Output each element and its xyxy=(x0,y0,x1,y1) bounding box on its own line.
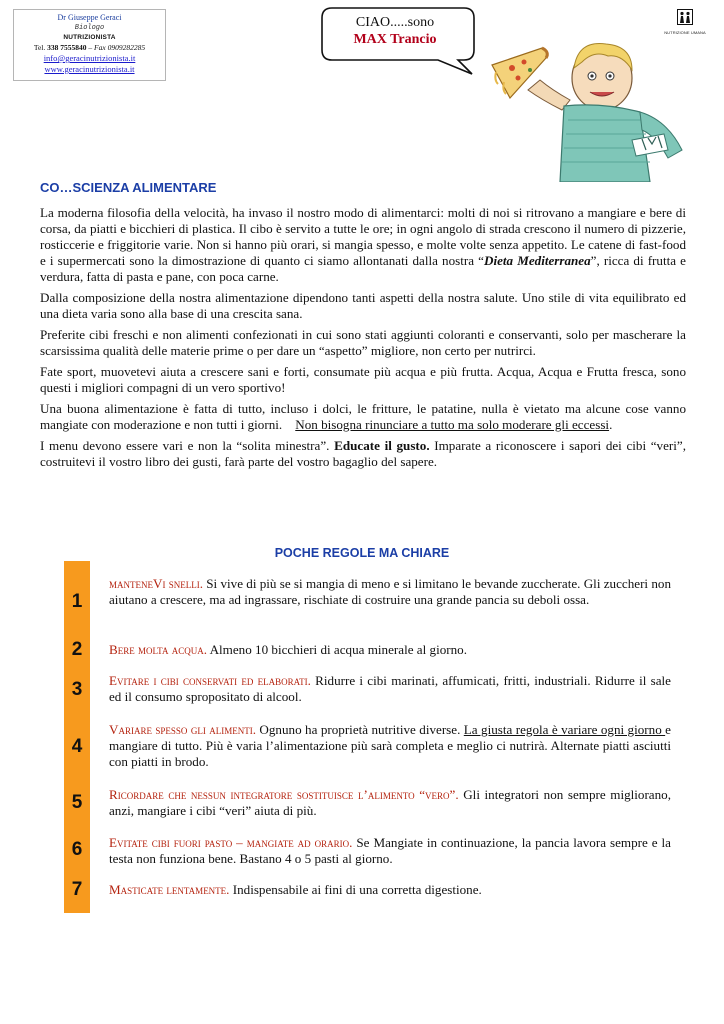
rule-number-5: 5 xyxy=(71,792,83,813)
rules-title: POCHE REGOLE MA CHIARE xyxy=(274,546,450,560)
rule-2: Bere molta acqua. Almeno 10 bicchieri di acqua minerale al giorno. xyxy=(109,642,467,657)
email-link[interactable]: info@geracinutrizionista.it xyxy=(43,53,136,63)
paragraph-6: I menu devono essere vari e non la “solita minestra”. Educate il gusto. Imparate a riconoscere i sapori dei cibi “veri”, costruitevi il vostro libro dei gusti, farà parte del vostro bagaglio del sapere. xyxy=(40,438,687,469)
bubble-greeting: CIAO.....sono xyxy=(355,15,435,30)
paragraph-2: Dalla composizione della nostra alimentazione dipendono tanti aspetti della nostra salute. Uno stile di vita equilibrato ed una dieta varia sono alla base di una crescita sana. xyxy=(40,290,686,321)
rule-heading: Evitate cibi fuori pasto – mangiate ad orario. xyxy=(109,835,353,850)
rule-number-6: 6 xyxy=(71,839,83,860)
boy-head-icon xyxy=(572,44,632,111)
rule-number-3: 3 xyxy=(71,679,83,700)
rule-number-4: 4 xyxy=(71,736,83,757)
article-title: CO…SCIENZA ALIMENTARE xyxy=(40,180,217,195)
rule-number-7: 7 xyxy=(71,879,83,900)
phone-number: 338 7555840 xyxy=(47,43,87,52)
speech-bubble-text xyxy=(328,14,462,48)
logo xyxy=(663,9,707,35)
rule-1: manteneVi snelli. Si vive di più se si mangia di meno e si limitano le bevande zuccherate. Gli zuccheri non aiutano a crescere, ma ad ingrassare, rischiate di costruire una grande pancia su deboli ossa. xyxy=(109,576,671,607)
rule-heading: Variare spesso gli alimenti. xyxy=(109,722,256,737)
fax-number: – Fax 0909282285 xyxy=(86,43,146,52)
rule-5: Ricordare che nessun integratore sostituisce l’alimento “vero”. Gli integratori non sempre migliorano, anzi, mangiare i cibi “veri” aiuta di più. xyxy=(109,787,671,818)
paragraph-4: Fate sport, muovetevi aiuta a crescere sani e forti, consumate più acqua e più frutta. Acqua, Acqua e Frutta fresca, sono questi i migliori compagni di un vero sportivo! xyxy=(40,364,686,395)
cartoon-boy-illustration xyxy=(482,40,712,182)
educate-taste: Educate il gusto. xyxy=(334,438,430,453)
rule-7: Masticate lentamente. Indispensabile ai fini di una corretta digestione. xyxy=(109,882,482,897)
boy-sweater-icon xyxy=(560,105,682,182)
logo-caption: NUTRIZIONE UMANA xyxy=(664,30,706,35)
paragraph-3: Preferite cibi freschi e non alimenti confezionati in cui sono stati aggiunti coloranti e conservanti, solo per mascherare la scarsissima qualità delle materie prime o per dare un “aspetto” migliore, non certo per nutrirci. xyxy=(40,327,686,358)
paragraph-1: La moderna filosofia della velocità, ha invaso il nostro modo di alimentarci: molti di noi si ritrovano a mangiare e bere di corsa, da piatti e bicchieri di plastica. Il cibo è servito a tutte le ore; in ogni angolo di strada crescono il numero di pizzerie, rosticcerie e friggitorie varie. Non si hanno più orari, si mangia spesso, e molte volte senza appetito. Le catene di fast-food e i supermercati sono la dimostrazione di quanto ci siamo allontanati dalla nostra “Dieta Mediterranea”, ricca di frutta e verdura, fatta di pasta e pane, con poca carne. xyxy=(40,205,686,284)
doctor-title: NUTRIZIONISTA xyxy=(63,34,116,41)
contact-phone: Tel. 338 7555840 – Fax 0909282285 xyxy=(33,43,146,52)
dieta-mediterranea: Dieta Mediterranea xyxy=(483,253,591,268)
moderation-note: Non bisogna rinunciare a tutto ma solo moderare gli eccessi xyxy=(295,417,610,432)
rule-heading: Ricordare che nessun integratore sostituisce l’alimento “vero”. xyxy=(109,787,459,802)
letterhead-card xyxy=(13,9,166,81)
rule-number-1: 1 xyxy=(71,591,83,612)
doctor-role: Biologo xyxy=(74,24,105,32)
rule-4: Variare spesso gli alimenti. Ognuno ha proprietà nutritive diverse. La giusta regola è variare ogni giorno e mangiare di tutto. Più è varia l’alimentazione più sarà completa e meglio ci nutrirà. Alternate piatti asciutti con piatti in brodo. xyxy=(109,722,671,769)
rule-3: Evitare i cibi conservati ed elaborati. Ridurre i cibi marinati, affumicati, fritti, industriali. Ridurre il sale ed il consumo spropositato di alcool. xyxy=(109,673,671,704)
rule-heading: Bere molta acqua. xyxy=(109,642,208,657)
article-body xyxy=(40,205,686,475)
rule-heading: manteneVi snelli. xyxy=(109,576,203,591)
bubble-name: MAX Trancio xyxy=(353,32,437,47)
paragraph-5: Una buona alimentazione è fatta di tutto, incluso i dolci, le fritture, le patatine, nulla è vietato ma alcune cose vanno mangiate con moderazione e non tutti i giorni. Non bisogna rinunciare a tutto ma solo moderare gli eccessi. xyxy=(40,401,686,432)
doctor-name: Dr Giuseppe Geraci xyxy=(57,13,122,22)
rule-heading: Masticate lentamente. xyxy=(109,882,230,897)
rule-6: Evitate cibi fuori pasto – mangiate ad orario. Se Mangiate in continuazione, la pancia lavora sempre e la testa non funziona bene. Bastano 4 o 5 pasti al giorno. xyxy=(109,835,671,866)
people-logo-icon xyxy=(677,9,693,25)
rule-number-2: 2 xyxy=(71,639,83,660)
website-link[interactable]: www.geracinutrizionista.it xyxy=(44,64,135,74)
rule-heading: Evitare i cibi conservati ed elaborati. xyxy=(109,673,311,688)
